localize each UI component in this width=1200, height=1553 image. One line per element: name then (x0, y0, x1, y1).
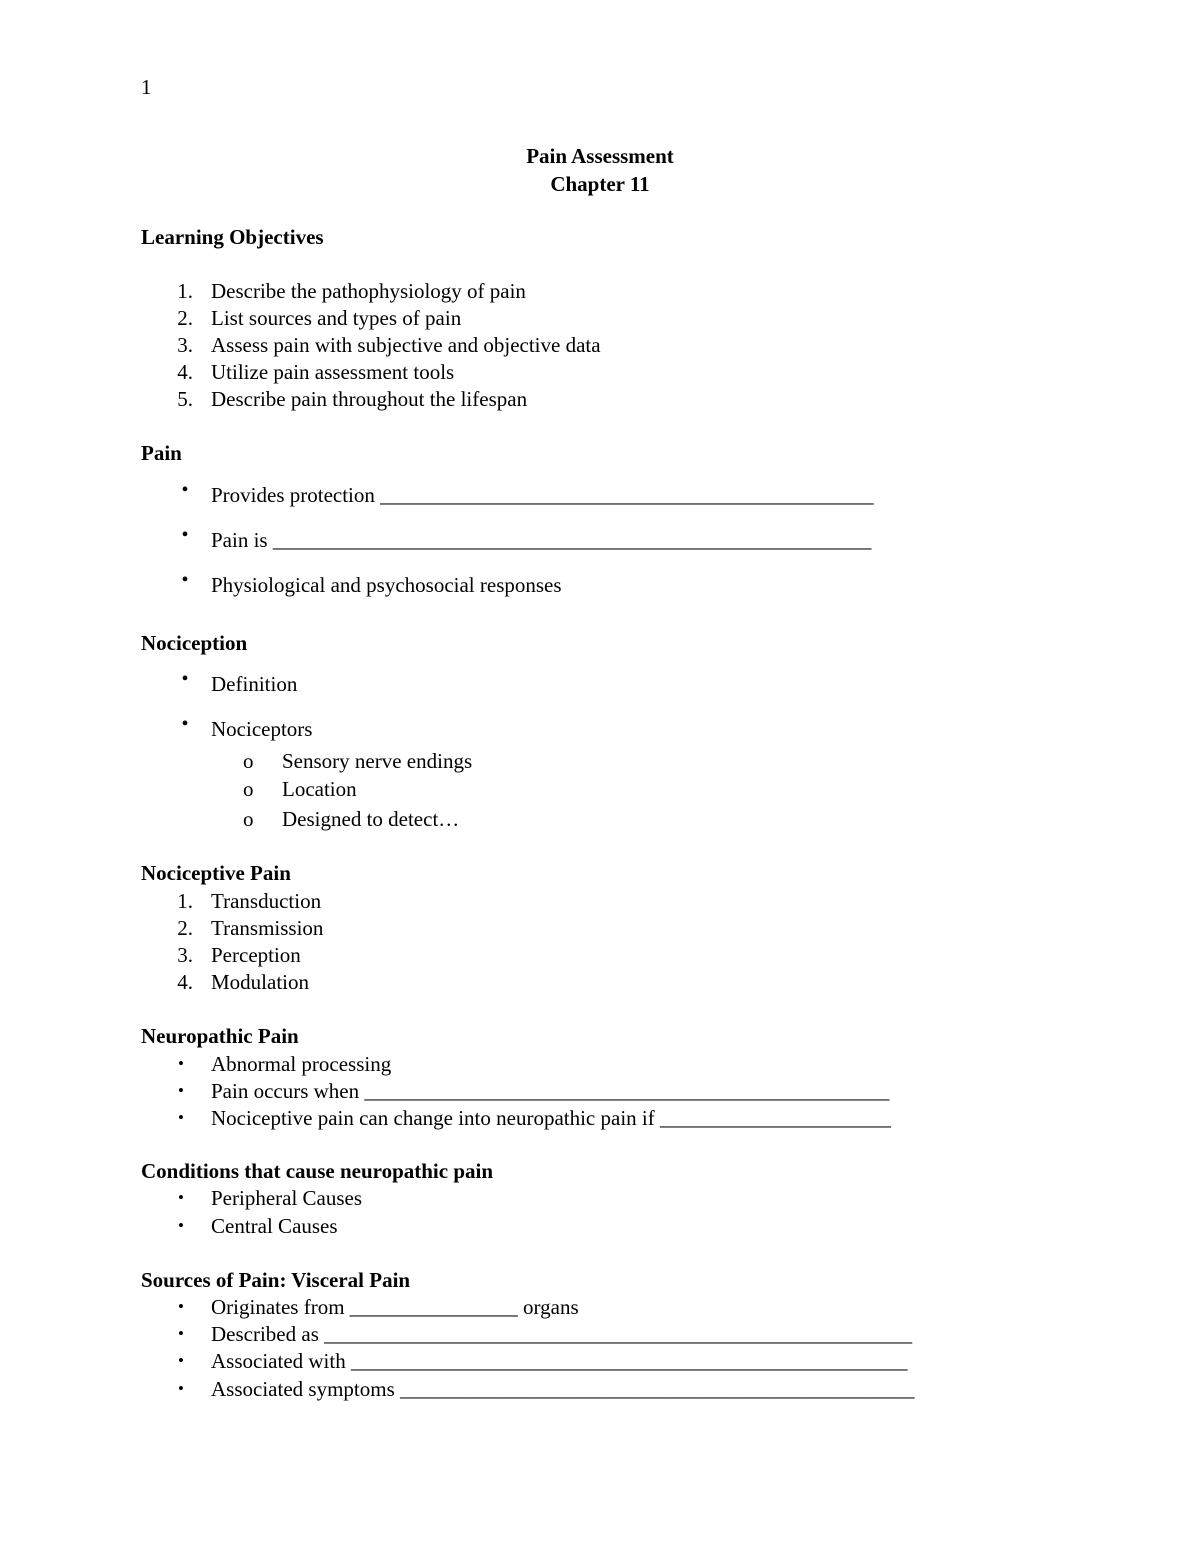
section-heading-conditions: Conditions that cause neuropathic pain (141, 1159, 494, 1183)
sub-list-item-text: Sensory nerve endings (282, 749, 473, 773)
section-heading-nociceptive-pain: Nociceptive Pain (141, 861, 291, 885)
list-number: 4. (177, 360, 193, 384)
page-number: 1 (141, 75, 152, 99)
list-item-text: Originates from ________________ organs (211, 1295, 579, 1319)
bullet-icon: • (178, 1351, 184, 1370)
list-item-text: Pain is _________________________________________________________ (211, 528, 872, 552)
list-item-text: Modulation (211, 970, 309, 994)
list-number: 5. (177, 387, 193, 411)
list-item-text: Peripheral Causes (211, 1186, 363, 1210)
section-heading-neuropathic-pain: Neuropathic Pain (141, 1024, 299, 1048)
bullet-icon: • (178, 1108, 184, 1127)
circle-bullet-icon: o (243, 807, 254, 831)
bullet-icon: • (178, 1188, 184, 1207)
title-block (0, 142, 1200, 198)
list-item-text: Central Causes (211, 1214, 338, 1238)
list-item-text: Physiological and psychosocial responses (211, 573, 562, 597)
list-item-text: Provides protection _______________________________________________ (211, 483, 874, 507)
bullet-icon: • (181, 524, 189, 546)
list-item-text: Definition (211, 672, 298, 696)
bullet-icon: • (181, 668, 189, 690)
bullet-icon: • (178, 1379, 184, 1398)
sub-list-item-text: Location (282, 777, 357, 801)
bullet-icon: • (178, 1324, 184, 1343)
bullet-icon: • (178, 1081, 184, 1100)
list-item-text: Abnormal processing (211, 1052, 392, 1076)
document-title: Pain Assessment (526, 144, 674, 168)
list-item-text: Describe the pathophysiology of pain (211, 279, 526, 303)
sub-list-item-text: Designed to detect… (282, 807, 460, 831)
section-heading-pain: Pain (141, 441, 182, 465)
section-heading-learning-objectives: Learning Objectives (141, 225, 324, 249)
list-number: 1. (177, 279, 193, 303)
list-number: 2. (177, 916, 193, 940)
list-item-text: Transmission (211, 916, 324, 940)
list-item-text: Associated with _____________________________________________________ (211, 1349, 908, 1373)
bullet-icon: • (178, 1054, 184, 1073)
list-item-text: Assess pain with subjective and objective data (211, 333, 601, 357)
list-number: 3. (177, 943, 193, 967)
document-subtitle: Chapter 11 (550, 172, 650, 196)
bullet-icon: • (181, 479, 189, 501)
list-item-text: Nociceptors (211, 717, 313, 741)
list-item-text: Describe pain throughout the lifespan (211, 387, 528, 411)
section-heading-nociception: Nociception (141, 631, 248, 655)
list-item-text: Associated symptoms _________________________________________________ (211, 1377, 915, 1401)
circle-bullet-icon: o (243, 777, 254, 801)
bullet-icon: • (181, 569, 189, 591)
list-item-text: Pain occurs when __________________________________________________ (211, 1079, 890, 1103)
list-item-text: Perception (211, 943, 301, 967)
section-heading-visceral-pain: Sources of Pain: Visceral Pain (141, 1268, 411, 1292)
bullet-icon: • (181, 713, 189, 735)
list-item-text: Utilize pain assessment tools (211, 360, 455, 384)
circle-bullet-icon: o (243, 749, 254, 773)
list-item-text: Described as ________________________________________________________ (211, 1322, 913, 1346)
list-item-text: Nociceptive pain can change into neuropathic pain if ______________________ (211, 1106, 891, 1130)
list-number: 3. (177, 333, 193, 357)
list-item-text: List sources and types of pain (211, 306, 462, 330)
list-number: 1. (177, 889, 193, 913)
bullet-icon: • (178, 1297, 184, 1316)
list-item-text: Transduction (211, 889, 322, 913)
list-number: 2. (177, 306, 193, 330)
list-number: 4. (177, 970, 193, 994)
bullet-icon: • (178, 1216, 184, 1235)
